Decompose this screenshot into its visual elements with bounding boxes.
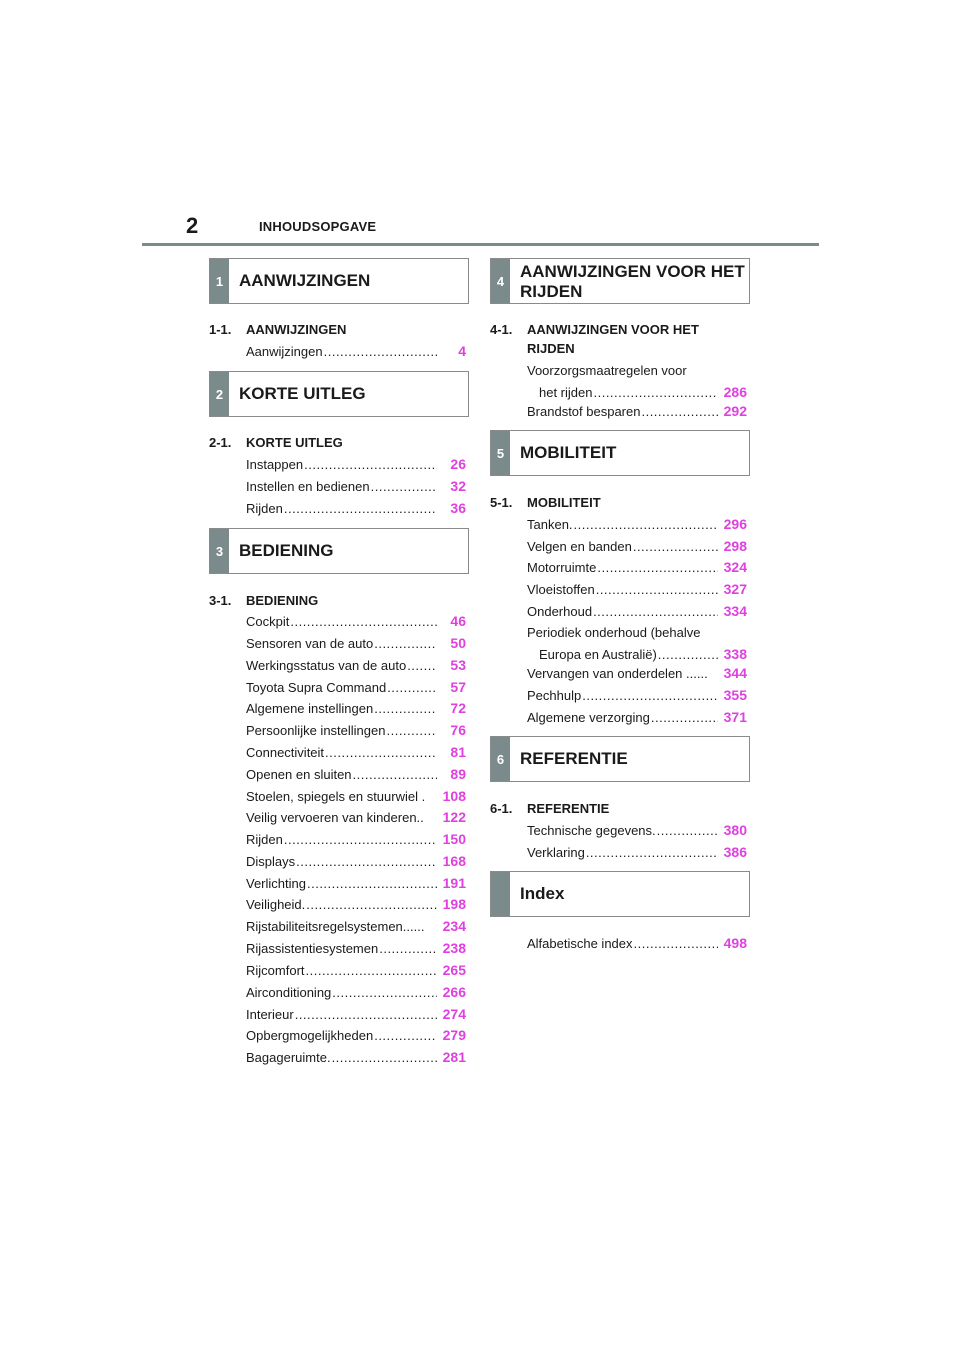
leader-dots: [306, 895, 437, 914]
leader-dots: [651, 708, 718, 727]
toc-entry[interactable]: [246, 808, 466, 827]
toc-entry[interactable]: [246, 939, 466, 958]
leader-dots: [596, 580, 718, 599]
leader-dots: [306, 961, 437, 980]
toc-entry[interactable]: [527, 708, 747, 727]
entry-label: Voorzorgsmaatregelen voor: [527, 363, 687, 378]
entry-page[interactable]: 380: [723, 822, 747, 838]
section-head-6-1: [490, 799, 750, 818]
chapter-tab-1: 1: [210, 259, 229, 303]
entry-label: Persoonlijke instellingen: [246, 723, 386, 738]
toc-entry[interactable]: [246, 830, 466, 849]
leader-dots: [290, 612, 437, 631]
leader-dots: [386, 721, 437, 740]
toc-entry[interactable]: [246, 477, 466, 496]
page-number: 2: [186, 213, 199, 238]
entry-label: Motorruimte: [527, 560, 597, 575]
entry-page[interactable]: 76: [450, 722, 466, 738]
chapter-title-line: AANWIJZINGEN VOOR HET: [520, 262, 745, 281]
header-title: INHOUDSOPGAVE: [259, 219, 377, 234]
chapter-title-4: [510, 259, 749, 303]
entry-page[interactable]: 4: [458, 343, 466, 359]
toc-entry[interactable]: [527, 843, 747, 862]
entry-page[interactable]: 46: [450, 613, 466, 629]
entry-label: Stoelen, spiegels en stuurwiel .: [246, 789, 426, 804]
toc-entry[interactable]: [527, 515, 747, 534]
entry-page[interactable]: 81: [450, 744, 466, 760]
entry-label: Interieur: [246, 1007, 294, 1022]
entry-label: Bagageruimte.: [246, 1050, 331, 1065]
toc-entry[interactable]: [246, 656, 466, 675]
entry-page[interactable]: 53: [450, 657, 466, 673]
entry-label: Instellen en bedienen: [246, 479, 370, 494]
entry-page[interactable]: 498: [723, 935, 747, 951]
entry-page[interactable]: 32: [450, 478, 466, 494]
section-num: 1-1.: [209, 322, 232, 337]
entry-label: Openen en sluiten: [246, 767, 352, 782]
entry-page[interactable]: 298: [723, 538, 747, 554]
entry-label: Brandstof besparen: [527, 404, 641, 419]
entry-label: Connectiviteit: [246, 745, 325, 760]
entry-label: Airconditioning: [246, 985, 332, 1000]
entry-label: Onderhoud: [527, 604, 593, 619]
toc-entry[interactable]: [527, 537, 747, 556]
entry-label: Periodiek onderhoud (behalve: [527, 625, 701, 640]
leader-dots: [307, 874, 437, 893]
chapter-tab-6: 6: [491, 737, 510, 781]
chapter-title-line: RIJDEN: [520, 282, 583, 301]
leader-dots: [634, 934, 718, 953]
entry-label: Displays: [246, 854, 296, 869]
toc-entry[interactable]: [246, 612, 466, 631]
chapter-title-6: REFERENTIE: [520, 749, 628, 768]
entry-label: Vloeistoffen: [527, 582, 595, 597]
entry-page[interactable]: 36: [450, 500, 466, 516]
section-title: BEDIENING: [246, 593, 319, 608]
leader-dots: [379, 939, 437, 958]
entry-page[interactable]: 355: [723, 687, 747, 703]
toc-entry[interactable]: [246, 1005, 466, 1024]
chapter-box-4[interactable]: [490, 258, 750, 304]
chapter-box-5[interactable]: [490, 430, 750, 476]
entry-label: Algemene instellingen: [246, 701, 374, 716]
entry-label: Toyota Supra Command: [246, 680, 387, 695]
toc-entry[interactable]: [246, 852, 466, 871]
leader-dots: [633, 537, 718, 556]
entry-label: Algemene verzorging: [527, 710, 650, 725]
entry-page[interactable]: 168: [442, 853, 466, 869]
toc-entry[interactable]: [246, 455, 466, 474]
entry-label-cont: het rijden: [539, 385, 593, 400]
entry-label: Opbergmogelijkheden: [246, 1028, 374, 1043]
entry-label: Rijassistentiesystemen: [246, 941, 379, 956]
entry-page[interactable]: 292: [723, 403, 747, 419]
leader-dots: [353, 765, 437, 784]
entry-label: Vervangen van onderdelen ......: [527, 666, 708, 681]
leader-dots: [284, 499, 437, 518]
leader-dots: [374, 634, 437, 653]
chapter-title-1: AANWIJZINGEN: [239, 271, 371, 290]
entry-label: Verlichting: [246, 876, 306, 891]
toc-entry[interactable]: [246, 342, 466, 361]
toc-entry[interactable]: [527, 623, 747, 664]
leader-dots: [657, 821, 718, 840]
entry-page[interactable]: 191: [442, 875, 466, 891]
chapter-tab-4: 4: [491, 259, 510, 303]
section-head-2-1: [209, 433, 469, 452]
entry-page[interactable]: 334: [723, 603, 747, 619]
section-title: AANWIJZINGEN: [246, 322, 347, 337]
chapter-title-3: BEDIENING: [239, 541, 334, 560]
entry-page[interactable]: 286: [723, 384, 747, 400]
toc-entry[interactable]: [246, 1048, 466, 1067]
chapter-title-5: MOBILITEIT: [520, 443, 617, 462]
section-head-1-1: [209, 320, 469, 339]
toc-entry[interactable]: [246, 765, 466, 784]
toc-entry[interactable]: [246, 787, 466, 806]
section-num: 2-1.: [209, 435, 232, 450]
toc-entry[interactable]: [527, 361, 747, 402]
entry-page[interactable]: 89: [450, 766, 466, 782]
entry-page[interactable]: 150: [442, 831, 466, 847]
entry-page[interactable]: 281: [442, 1049, 466, 1065]
entry-label: Pechhulp: [527, 688, 582, 703]
toc-entry[interactable]: [527, 821, 747, 840]
entry-page[interactable]: 274: [442, 1006, 466, 1022]
section-num: 3-1.: [209, 593, 232, 608]
entry-page[interactable]: 386: [723, 844, 747, 860]
leader-dots: [332, 983, 437, 1002]
chapter-tab-index: [491, 872, 510, 916]
entry-page[interactable]: 122: [442, 809, 466, 825]
leader-dots: [284, 830, 437, 849]
toc-entry[interactable]: [527, 602, 747, 621]
leader-dots: [597, 558, 718, 577]
leader-dots: [371, 477, 437, 496]
entry-page[interactable]: 238: [442, 940, 466, 956]
entry-page[interactable]: 266: [442, 984, 466, 1000]
entry-page[interactable]: 344: [723, 665, 747, 681]
section-head-3-1: [209, 591, 469, 610]
entry-label: Aanwijzingen: [246, 344, 323, 359]
entry-page[interactable]: 279: [442, 1027, 466, 1043]
leader-dots: [324, 342, 437, 361]
entry-label: Sensoren van de auto: [246, 636, 374, 651]
toc-entry[interactable]: [246, 895, 466, 914]
entry-label: Rijcomfort: [246, 963, 305, 978]
entry-page[interactable]: 338: [723, 646, 747, 662]
toc-entry[interactable]: [527, 402, 747, 421]
toc-entry[interactable]: [246, 743, 466, 762]
entry-page[interactable]: 234: [442, 918, 466, 934]
entry-page[interactable]: 108: [442, 788, 466, 804]
entry-label: Cockpit: [246, 614, 290, 629]
entry-page[interactable]: 50: [450, 635, 466, 651]
toc-entry[interactable]: [246, 678, 466, 697]
chapter-tab-2: 2: [210, 372, 229, 416]
leader-dots: [296, 852, 437, 871]
entry-page[interactable]: 324: [723, 559, 747, 575]
leader-dots: [641, 402, 718, 421]
leader-dots: [387, 678, 437, 697]
entry-label: Instappen: [246, 457, 304, 472]
leader-dots: [582, 686, 718, 705]
entry-page[interactable]: 26: [450, 456, 466, 472]
toc-entry[interactable]: [527, 934, 747, 953]
chapter-box-6[interactable]: [490, 736, 750, 782]
leader-dots: [586, 843, 718, 862]
toc-entry[interactable]: [246, 983, 466, 1002]
toc-entry[interactable]: [246, 721, 466, 740]
toc-entry[interactable]: [527, 580, 747, 599]
section-title: MOBILITEIT: [527, 495, 601, 510]
section-num: 4-1.: [490, 322, 513, 337]
toc-entry[interactable]: [246, 699, 466, 718]
chapter-tab-3: 3: [210, 529, 229, 573]
entry-label: Verklaring: [527, 845, 585, 860]
leader-dots: [304, 455, 437, 474]
leader-dots: [295, 1005, 437, 1024]
leader-dots: [407, 656, 437, 675]
leader-dots: [574, 515, 718, 534]
entry-label: Rijden: [246, 501, 283, 516]
toc-entry[interactable]: [246, 1026, 466, 1045]
entry-page[interactable]: 296: [723, 516, 747, 532]
entry-label: Veilig vervoeren van kinderen..: [246, 810, 424, 825]
leader-dots: [593, 602, 718, 621]
chapter-box-3[interactable]: [209, 528, 469, 574]
entry-label: Werkingsstatus van de auto: [246, 658, 407, 673]
header-rule: [142, 243, 819, 246]
toc-entry[interactable]: [527, 558, 747, 577]
entry-label: Veiligheid.: [246, 897, 306, 912]
entry-label: Velgen en banden: [527, 539, 632, 554]
section-title: REFERENTIE: [527, 801, 610, 816]
section-title: AANWIJZINGEN VOOR HET: [527, 322, 699, 337]
entry-label: Technische gegevens.: [527, 823, 656, 838]
entry-label-cont: Europa en Australië): [539, 647, 657, 662]
chapter-box-2[interactable]: [209, 371, 469, 417]
chapter-title-index: Index: [520, 884, 565, 903]
entry-page[interactable]: 198: [442, 896, 466, 912]
entry-page[interactable]: 327: [723, 581, 747, 597]
toc-entry[interactable]: [246, 961, 466, 980]
toc-entry[interactable]: [246, 917, 466, 936]
leader-dots: [658, 645, 718, 664]
toc-entry[interactable]: [527, 664, 747, 683]
chapter-box-index[interactable]: [490, 871, 750, 917]
entry-label: Tanken.: [527, 517, 573, 532]
entry-label: Alfabetische index: [527, 936, 633, 951]
section-head-4-1: [490, 320, 750, 358]
chapter-box-1[interactable]: [209, 258, 469, 304]
leader-dots: [325, 743, 437, 762]
entry-page[interactable]: 72: [450, 700, 466, 716]
leader-dots: [332, 1048, 437, 1067]
section-num: 6-1.: [490, 801, 513, 816]
toc-entry[interactable]: [246, 634, 466, 653]
section-title-cont: RIJDEN: [527, 341, 575, 356]
entry-page[interactable]: 265: [442, 962, 466, 978]
entry-label: Rijden: [246, 832, 283, 847]
entry-label: Rijstabiliteitsregelsystemen......: [246, 919, 425, 934]
section-title: KORTE UITLEG: [246, 435, 343, 450]
chapter-title-2: KORTE UITLEG: [239, 384, 366, 403]
leader-dots: [593, 383, 718, 402]
leader-dots: [374, 1026, 437, 1045]
leader-dots: [374, 699, 437, 718]
entry-page[interactable]: 371: [723, 709, 747, 725]
entry-page[interactable]: 57: [450, 679, 466, 695]
toc-entry[interactable]: [527, 686, 747, 705]
section-num: 5-1.: [490, 495, 513, 510]
toc-entry[interactable]: [246, 499, 466, 518]
toc-entry[interactable]: [246, 874, 466, 893]
section-head-5-1: [490, 493, 750, 512]
chapter-tab-5: 5: [491, 431, 510, 475]
